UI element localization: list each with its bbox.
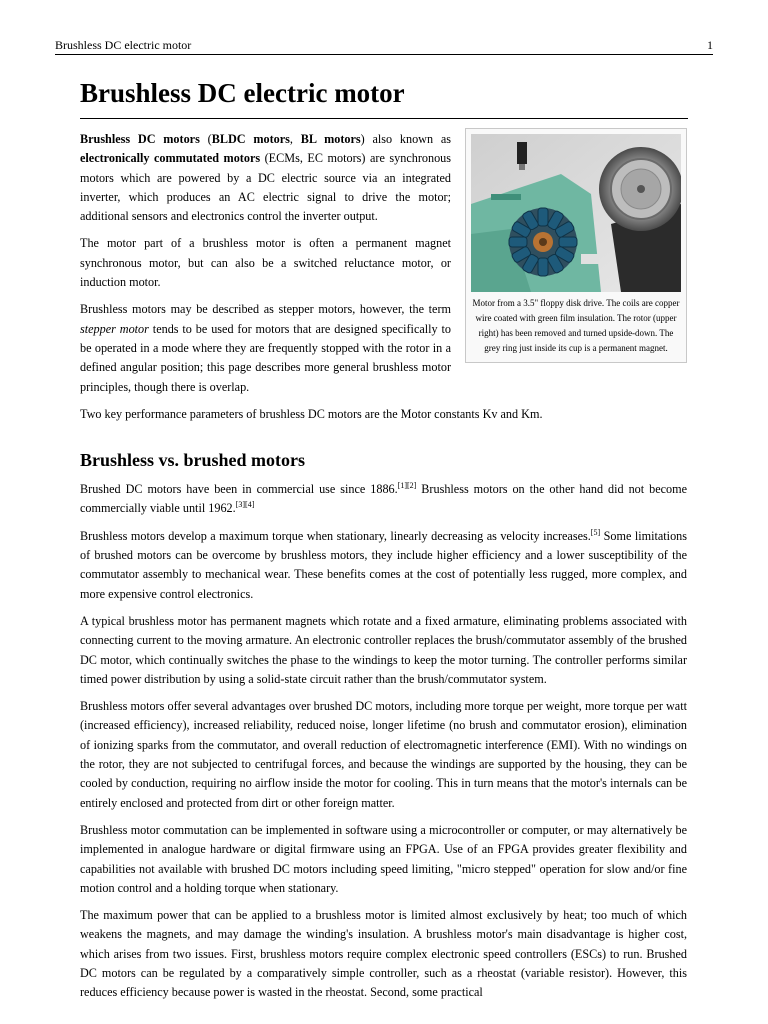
title-divider xyxy=(80,118,688,119)
section-paragraph-3: A typical brushless motor has permanent magnets which rotate and a fixed armature, eliminating problems associated with connecting current to the moving armature. An electronic controller replaces the brush/commutator assembly of the brushed DC motor, which continually switches the phase to the windings to keep the motor turning. The controller performs similar timed power distribution by using a solid-state circuit rather than the brush/commutator system. xyxy=(80,613,687,686)
page-number: 1 xyxy=(707,38,713,52)
intro-paragraph-2: The motor part of a brushless motor is often a permanent magnet synchronous motor, but can also be a switched reluctance motor, or induction motor. xyxy=(80,236,451,290)
text-run: Brushed DC motors have been in commercial use since 1886. xyxy=(80,482,398,497)
text-run: Brushless motors develop a maximum torque when stationary, linearly decreasing as velocity increases. xyxy=(80,528,591,543)
term-bl-motors: BL motors xyxy=(300,132,361,146)
intro-paragraph-4: Two key performance parameters of brushless DC motors are the Motor constants Kv and Km. xyxy=(80,406,543,421)
section-paragraph-1 xyxy=(80,480,687,519)
text-run: Brushless motors on the other hand did not become commercially viable until 1962. xyxy=(80,482,687,516)
citation[interactable]: [3][4] xyxy=(235,500,255,510)
section-paragraph-4: Brushless motors offer several advantages over brushed DC motors, including more torque per weight, more torque per watt (increased efficiency), increased reliability, reduced noise, longer lifetime (no brush and commutator erosion), elimination of ionizing sparks from the commutator, and overall reduction of electromagnetic interference (EMI). With no windings on the rotor, they are not subjected to centrifugal forces, and because the windings are supported by the housing, they can be cooled by conduction, requiring no airflow inside the motor for cooling. This in turn means that the motor's internals can be entirely enclosed and protected from dirt or other foreign matter. xyxy=(80,699,687,810)
citation[interactable]: [1][2] xyxy=(397,481,417,491)
citation[interactable]: [5] xyxy=(590,527,601,537)
section-heading: Brushless vs. brushed motors xyxy=(80,450,306,471)
running-header xyxy=(55,38,713,55)
text-run: Some limitations of brushed motors can be overcome by brushless motors, they include higher efficiency and a lower susceptibility of the commutator assembly to mechanical wear. These benefits comes at the cost of potentially less rugged, more complex, and more expensive control electronics. xyxy=(80,528,687,601)
article-body xyxy=(80,128,687,1011)
page-title: Brushless DC electric motor xyxy=(80,78,405,108)
figure-caption: Motor from a 3.5" floppy disk drive. The coils are copper wire coated with green film insulation. The rotor (upper right) has been removed and turned upside-down. The grey ring just inside its cup is a permanent magnet. xyxy=(472,298,680,353)
running-header-title: Brushless DC electric motor xyxy=(55,38,192,52)
motor-photo xyxy=(471,134,681,292)
section-paragraph-6: The maximum power that can be applied to a brushless motor is limited almost exclusively by heat; too much of which weakens the magnets, and may damage the winding's insulation. A brushless motor's main disadvantage is higher cost, which arises from two issues. First, brushless motors require complex electronic speed controllers (ESCs) to run. Brushed DC motors can be regulated by a comparatively simple controller, such as a rheostat (variable resistor). However, this reduces efficiency because power is wasted in the rheostat. Second, some practical xyxy=(80,908,687,1000)
text-run: , xyxy=(289,132,301,146)
text-run: ) also known as xyxy=(360,132,451,146)
text-run: (ECMs, EC motors) are synchronous motors which are powered by a DC electric source via an integrated inverter, which produces an AC electric signal to drive the motor; additional sensors and electronics control the inverter output. xyxy=(80,151,451,224)
figure xyxy=(465,128,687,363)
term-bldc: Brushless DC motors xyxy=(80,132,200,146)
term-bldc-motors: BLDC motors xyxy=(211,132,290,146)
section-paragraph-5: Brushless motor commutation can be implemented in software using a microcontroller or computer, or may alternatively be implemented in analogue hardware or digital firmware using an FPGA. Use of an FPGA provides greater flexibility and capabilities not available with brushed DC motors including speed limiting, "micro stepped" operation for slow and/or fine motion control and a holding torque when stationary. xyxy=(80,822,687,895)
text-run: tends to be used for motors that are designed specifically to be operated in a mode where they are frequently stopped with the rotor in a defined angular position; this page describes more general brushless motor principles, though there is overlap. xyxy=(80,321,452,394)
text-run: ( xyxy=(199,132,212,146)
term-ecm: electronically commutated motors xyxy=(80,151,261,166)
term-stepper-motor: stepper motor xyxy=(80,321,149,336)
section-paragraph-2 xyxy=(80,527,687,604)
text-run: Brushless motors may be described as stepper motors, however, the term xyxy=(80,302,451,317)
